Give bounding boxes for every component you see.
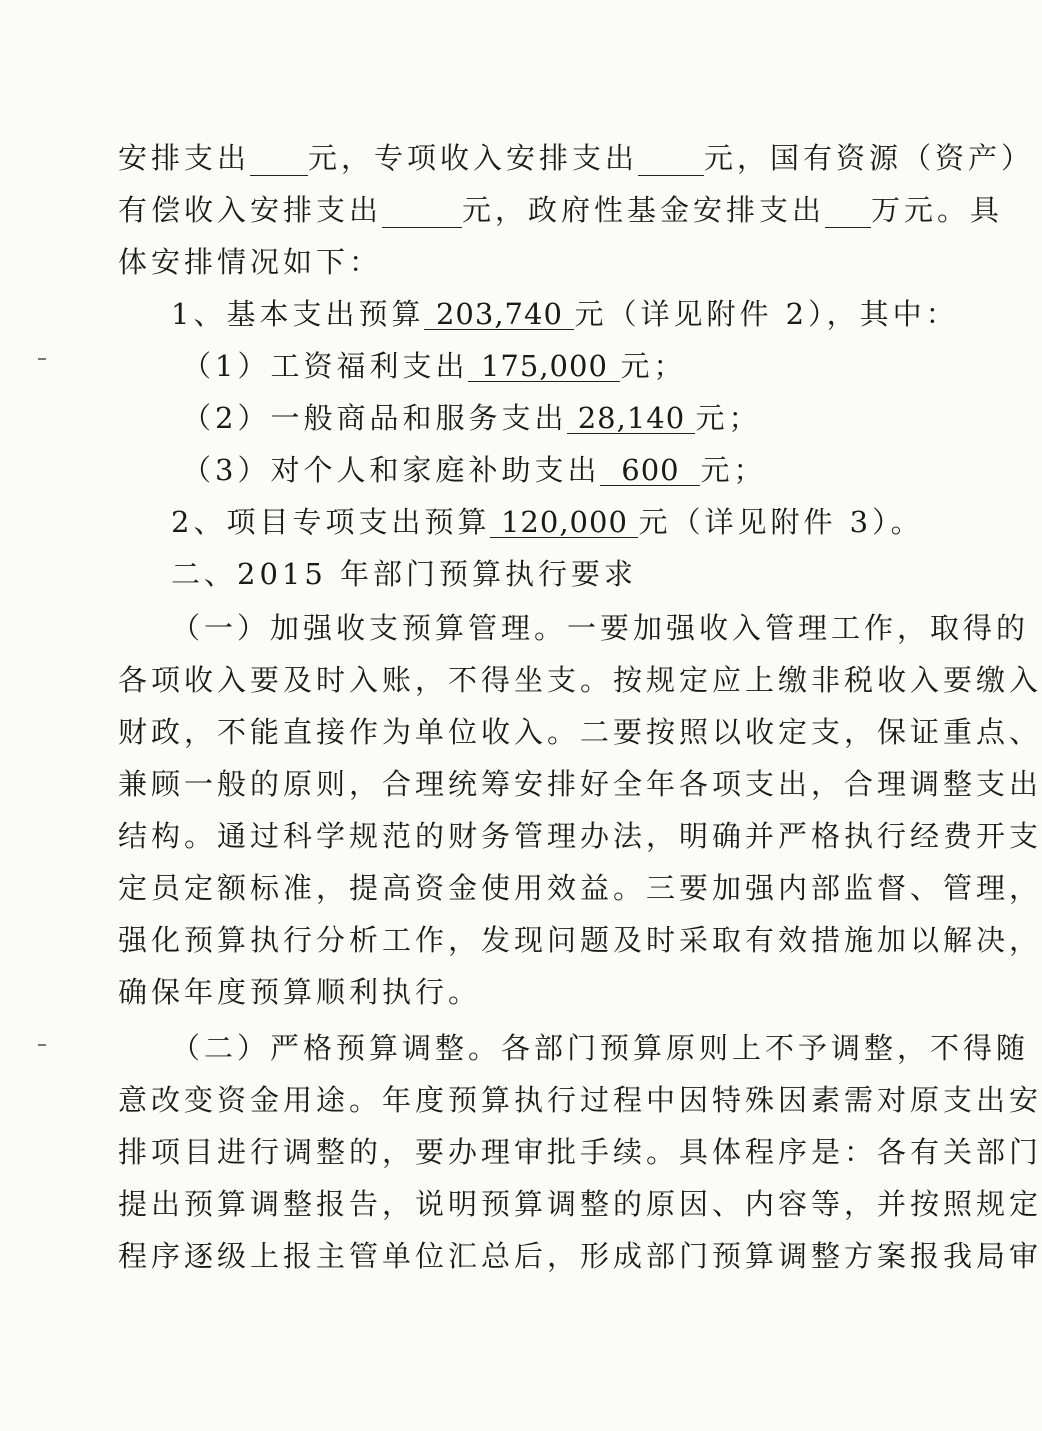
text-segment: （2）一般商品和服务支出 [182, 401, 568, 435]
text-segment: 元； [700, 453, 767, 487]
text-line: 排项目进行调整的，要办理审批手续。具体程序是：各有关部门 [118, 1135, 1042, 1169]
text-line: 定员定额标准，提高资金使用效益。三要加强内部监督、管理， [118, 871, 1042, 905]
text-segment: 有偿收入安排支出 [118, 193, 383, 227]
text-line: 体安排情况如下： [118, 245, 383, 279]
amount-field: 120,000 [490, 507, 638, 538]
text-line [182, 400, 761, 436]
amount-field: 600 [600, 455, 700, 486]
blank-field [638, 145, 704, 176]
amount-field: 203,740 [424, 299, 574, 330]
text-segment: 元，专项收入安排支出 [308, 141, 639, 175]
text-segment: 万元。具 [871, 193, 1004, 227]
text-line: 各项收入要及时入账，不得坐支。按规定应上缴非税收入要缴入 [118, 663, 1042, 697]
text-line [171, 296, 959, 332]
text-line [118, 192, 1003, 228]
blank-field [382, 197, 462, 228]
text-segment: 元（详见附件 2），其中： [574, 297, 959, 331]
text-segment: 元，政府性基金安排支出 [462, 193, 826, 227]
text-line: 提出预算调整报告，说明预算调整的原因、内容等，并按照规定 [118, 1187, 1042, 1221]
text-line [171, 504, 924, 540]
text-line: （一）加强收支预算管理。一要加强收入管理工作，取得的 [171, 611, 1030, 645]
text-segment: 元（详见附件 3）。 [638, 505, 924, 539]
text-segment: （3）对个人和家庭补助支出 [182, 453, 601, 487]
amount-field: 175,000 [468, 351, 620, 382]
text-line [118, 140, 1034, 176]
scan-speck [38, 1044, 46, 1046]
text-line [182, 348, 686, 384]
text-segment: 元，国有资源（资产） [704, 141, 1035, 175]
text-line: 结构。通过科学规范的财务管理办法，明确并严格执行经费开支 [118, 819, 1042, 853]
text-line: 意改变资金用途。年度预算执行过程中因特殊因素需对原支出安 [118, 1083, 1042, 1117]
text-segment: 安排支出 [118, 141, 251, 175]
blank-field [250, 145, 308, 176]
text-line: （二）严格预算调整。各部门预算原则上不予调整，不得随 [171, 1031, 1030, 1065]
text-line: 确保年度预算顺利执行。 [118, 975, 482, 1009]
text-segment: 1、基本支出预算 [171, 297, 425, 331]
text-line: 财政，不能直接作为单位收入。二要按照以收定支，保证重点、 [118, 715, 1042, 749]
text-line [182, 452, 766, 488]
amount-field: 28,140 [567, 403, 695, 434]
scan-speck [38, 358, 46, 360]
text-line: 程序逐级上报主管单位汇总后，形成部门预算调整方案报我局审 [118, 1239, 1042, 1273]
text-segment: 2、项目专项支出预算 [171, 505, 491, 539]
text-segment: 元； [620, 349, 687, 383]
blank-field [825, 197, 871, 228]
text-segment: 元； [695, 401, 762, 435]
section-heading: 二、2015 年部门预算执行要求 [171, 557, 638, 591]
text-line: 兼顾一般的原则，合理统筹安排好全年各项支出，合理调整支出 [118, 767, 1042, 801]
text-segment: （1）工资福利支出 [182, 349, 469, 383]
text-line: 强化预算执行分析工作，发现问题及时采取有效措施加以解决， [118, 923, 1042, 957]
